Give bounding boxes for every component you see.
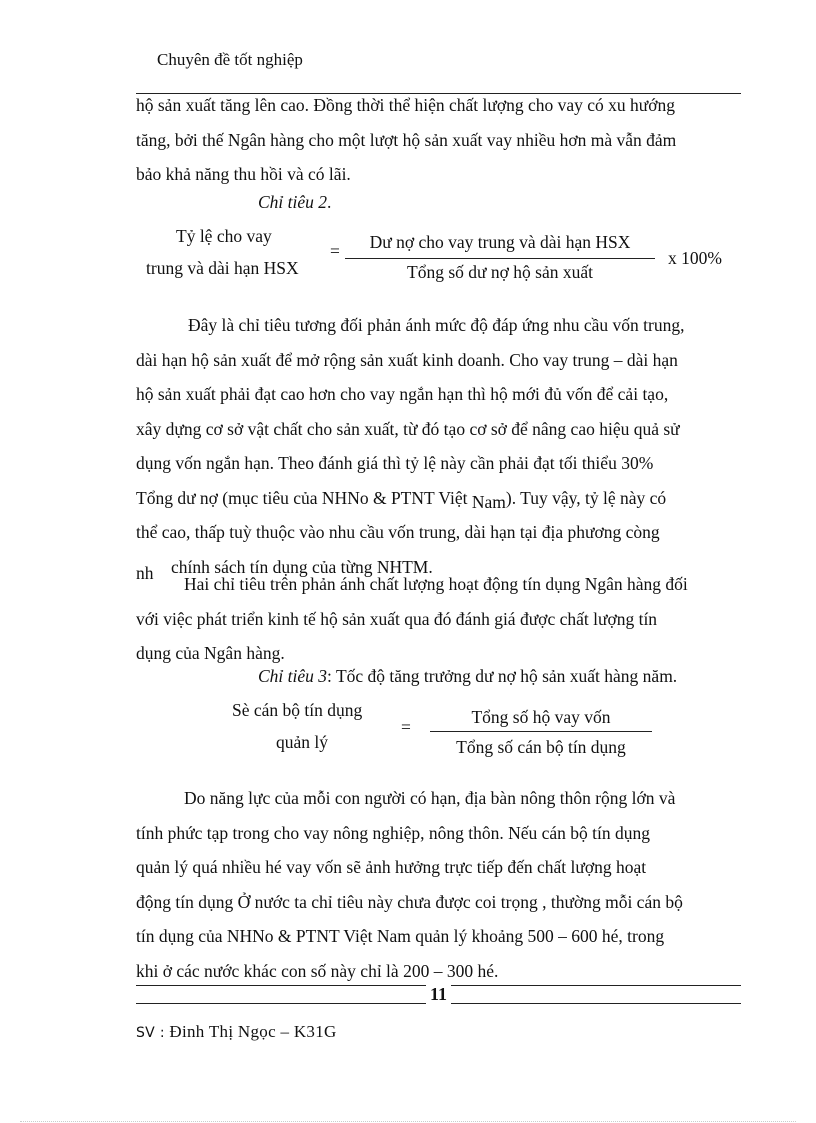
formula-2-left-line1: Tỷ lệ cho vay — [176, 226, 272, 246]
text-line: khi ở các nước khác con số này chỉ là 200 – 300 hé. — [136, 960, 499, 981]
text-line: động tín dụng Ở nước ta chỉ tiêu này chưa được coi trọng , thường mỗi cán bộ — [136, 891, 683, 912]
page-number: 11 — [136, 984, 741, 1005]
text-line: tính phức tạp trong cho vay nông nghiệp, nông thôn. Nếu cán bộ tín dụng — [136, 822, 650, 843]
text-line: dài hạn hộ sản xuất để mở rộng sản xuất kinh doanh. Cho vay trung – dài hạn — [136, 349, 678, 370]
formula-2-left-line2: trung và dài hạn HSX — [146, 258, 299, 278]
paragraph-4 — [136, 781, 741, 988]
text-line: xây dựng cơ sở vật chất cho sản xuất, từ đó tạo cơ sở để nâng cao hiệu quả sử — [136, 418, 680, 439]
text-line: bảo khả năng thu hồi và có lãi. — [136, 164, 351, 184]
formula-3-numerator: Tổng số hộ vay vốn — [471, 707, 611, 727]
text-line: dụng vốn ngắn hạn. Theo đánh giá thì tỷ lệ này cần phải đạt tối thiểu 30% — [136, 453, 654, 473]
formula-3-left-line2: quản lý — [276, 732, 329, 752]
formula-3-left-line1: Sè cán bộ tín dụng — [232, 700, 363, 720]
formula-2-equals: = — [330, 241, 340, 261]
formula-2-fraction-bar — [345, 258, 655, 259]
indicator-2-heading: Chỉ tiêu 2. — [258, 192, 332, 212]
header-title: Chuyên đề tốt nghiệp — [157, 50, 303, 69]
footer-author: SV : Đinh Thị Ngọc – K31G — [136, 1022, 337, 1041]
text-line: tín dụng của NHNo & PTNT Việt Nam quản lý khoảng 500 – 600 hé, trong — [136, 926, 665, 946]
text-line: hộ sản xuất tăng lên cao. Đồng thời thể hiện chất lượng cho vay có xu hướng — [136, 95, 676, 115]
formula-2-multiplier: x 100% — [668, 248, 722, 268]
formula-2-denominator: Tổng số dư nợ hộ sản xuất — [407, 262, 593, 282]
formula-2-numerator: Dư nợ cho vay trung và dài hạn HSX — [369, 232, 631, 252]
page-edge-dotted-line — [20, 1121, 796, 1122]
text-line: dụng của Ngân hàng. — [136, 643, 285, 663]
formula-3-denominator: Tổng số cán bộ tín dụng — [456, 737, 626, 757]
text-line: Tổng dư nợ (mục tiêu của NHNo & PTNT Việt Nam). Tuy vậy, tỷ lệ này có — [136, 487, 667, 512]
text-line: nh chính sách tín dụng của từng NHTM. — [136, 556, 433, 583]
formula-3-fraction-bar — [430, 731, 652, 732]
text-line: hộ sản xuất phải đạt cao hơn cho vay ngắn hạn thì hộ mới đủ vốn để cải tạo, — [136, 384, 669, 404]
paragraph-1 — [136, 88, 741, 192]
indicator-3-heading: Chỉ tiêu 3: Tốc độ tăng trưởng dư nợ hộ sản xuất hàng năm. — [258, 666, 678, 686]
text-line: Đây là chỉ tiêu tương đối phản ánh mức độ đáp ứng nhu cầu vốn trung, — [188, 315, 685, 335]
text-line: tăng, bởi thế Ngân hàng cho một lượt hộ sản xuất vay nhiều hơn mà vẫn đảm — [136, 129, 677, 150]
text-line: với việc phát triển kinh tế hộ sản xuất qua đó đánh giá được chất lượng tín — [136, 608, 658, 629]
paragraph-3 — [136, 567, 741, 671]
text-line: quản lý quá nhiều hé vay vốn sẽ ảnh hưởng trực tiếp đến chất lượng hoạt — [136, 857, 647, 877]
text-line: thể cao, thấp tuỳ thuộc vào nhu cầu vốn trung, dài hạn tại địa phương còng — [136, 522, 660, 542]
paragraph-2 — [136, 308, 741, 584]
formula-3-equals: = — [401, 717, 411, 737]
text-line: Do năng lực của mỗi con người có hạn, địa bàn nông thôn rộng lớn và — [184, 788, 676, 808]
text-line: Hai chỉ tiêu trên phản ánh chất lượng hoạt động tín dụng Ngân hàng đối — [184, 574, 688, 594]
